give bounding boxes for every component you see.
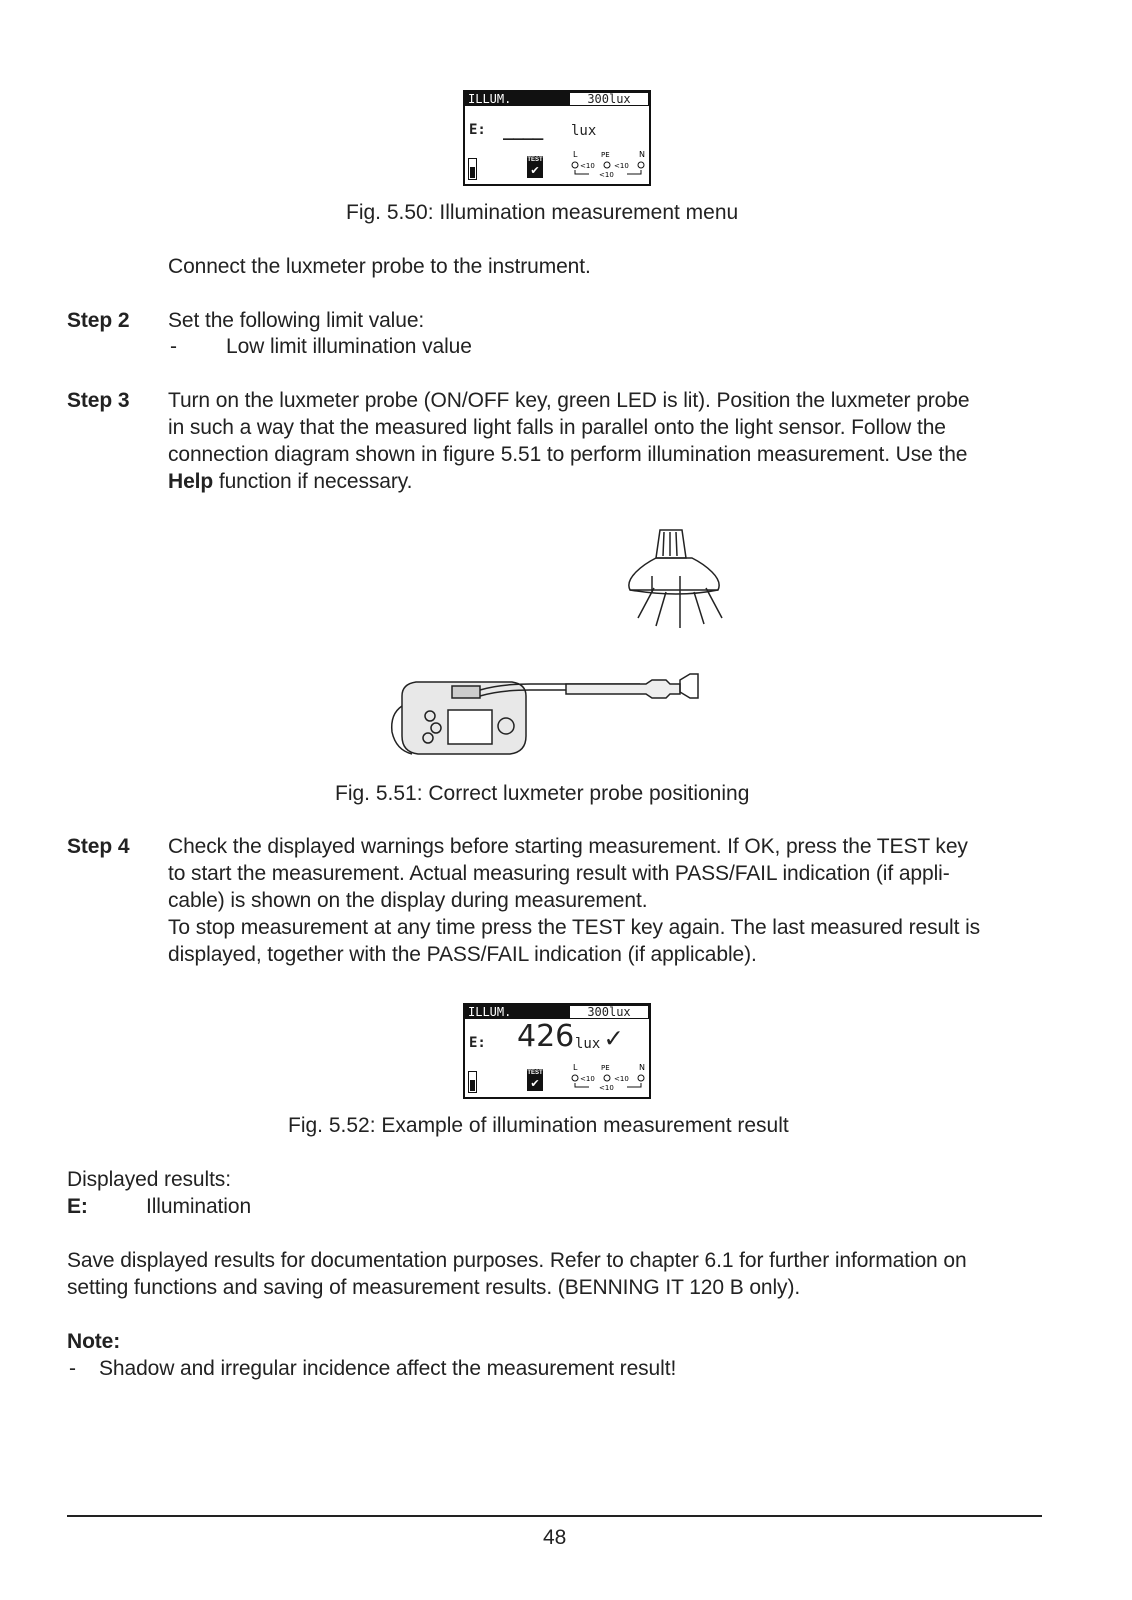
test-ready-icon: TEST ✔ — [527, 1070, 543, 1090]
step-4-line-4: To stop measurement at any time press the TEST key again. The last measured result is — [168, 916, 981, 939]
lcd-e-label: E: — [469, 1035, 486, 1051]
term-l-label: L — [573, 1063, 578, 1072]
figure-caption-5-51: Fig. 5.51: Correct luxmeter probe positioning — [335, 782, 750, 805]
term-n-label: N — [639, 1063, 645, 1072]
footer-divider — [67, 1515, 1042, 1517]
save-text-line-2: setting functions and saving of measurement results. (BENNING IT 120 B only). — [67, 1276, 801, 1299]
light-rays — [638, 588, 722, 628]
step-3-line-3: connection diagram shown in figure 5.51 to perform illumination measurement. Use the — [168, 443, 968, 466]
note-bullet: - — [69, 1357, 76, 1380]
step-2-label: Step 2 — [67, 309, 130, 332]
save-text-line-1: Save displayed results for documentation purposes. Refer to chapter 6.1 for further information on — [67, 1249, 967, 1272]
battery-icon — [468, 1071, 477, 1093]
step-3-line-2: in such a way that the measured light falls in parallel onto the light sensor. Follow the — [168, 416, 946, 439]
test-ready-icon: TEST ✔ — [527, 157, 543, 177]
step-4-label: Step 4 — [67, 835, 130, 858]
figure-caption-5-50: Fig. 5.50: Illumination measurement menu — [346, 201, 739, 224]
results-e-description: Illumination — [146, 1195, 252, 1218]
lcd-display-result — [463, 1003, 651, 1099]
term-l-label: L — [573, 150, 578, 159]
step-4-line-2: to start the measurement. Actual measuring result with PASS/FAIL indication (if appli- — [168, 862, 950, 885]
step-3-line-1: Turn on the luxmeter probe (ON/OFF key, green LED is lit). Position the luxmeter probe — [168, 389, 970, 412]
lcd-header-limit: 300lux — [569, 92, 649, 106]
battery-icon — [468, 158, 477, 180]
step-2-item: Low limit illumination value — [226, 335, 472, 358]
term-pe-label: PE — [601, 151, 610, 159]
step-4-line-3: cable) is shown on the display during measurement. — [168, 889, 648, 912]
step-2-text: Set the following limit value: — [168, 309, 425, 332]
term-lt-3: <10 — [599, 1084, 614, 1092]
pass-check-icon: ✓ — [605, 1021, 622, 1054]
terminal-voltage-icon — [569, 150, 647, 182]
term-lt-2: <10 — [614, 162, 629, 170]
terminal-voltage-icon — [569, 1063, 647, 1095]
connect-instruction: Connect the luxmeter probe to the instrument. — [168, 255, 591, 278]
lcd-unit: lux — [575, 1036, 601, 1052]
term-lt-1: <10 — [580, 162, 595, 170]
lcd-display-menu — [463, 90, 651, 186]
term-pe-label: PE — [601, 1064, 610, 1072]
step-4-line-1: Check the displayed warnings before starting measurement. If OK, press the TEST key — [168, 835, 968, 858]
instrument-icon — [392, 682, 526, 754]
lcd-header-function: ILLUM. — [465, 1005, 570, 1019]
term-lt-1: <10 — [580, 1075, 595, 1083]
note-text: Shadow and irregular incidence affect the measurement result! — [99, 1357, 677, 1380]
note-heading: Note: — [67, 1330, 121, 1353]
step-3-label: Step 3 — [67, 389, 130, 412]
step-3-line-4 — [168, 468, 412, 495]
step-3-line-4-rest: function if necessary. — [213, 470, 413, 493]
lcd-value-placeholder: ____ — [503, 120, 543, 141]
results-e-label: E: — [67, 1195, 88, 1218]
help-keyword: Help — [168, 470, 214, 493]
figure-caption-5-52: Fig. 5.52: Example of illumination measurement result — [288, 1114, 789, 1137]
term-lt-3: <10 — [599, 171, 614, 179]
lcd-e-label: E: — [469, 122, 486, 138]
lcd-unit: lux — [571, 123, 597, 139]
lcd-header-function: ILLUM. — [465, 92, 570, 106]
term-lt-2: <10 — [614, 1075, 629, 1083]
lcd-measured-value: 426 — [517, 1019, 575, 1054]
lamp-icon — [629, 530, 719, 594]
lcd-header-limit: 300lux — [569, 1005, 649, 1019]
term-n-label: N — [639, 150, 645, 159]
step-2-bullet: - — [170, 335, 177, 358]
luxmeter-setup-illustration — [380, 520, 740, 770]
step-4-line-5: displayed, together with the PASS/FAIL indication (if applicable). — [168, 943, 757, 966]
results-heading: Displayed results: — [67, 1168, 231, 1191]
page-number: 48 — [543, 1526, 567, 1549]
